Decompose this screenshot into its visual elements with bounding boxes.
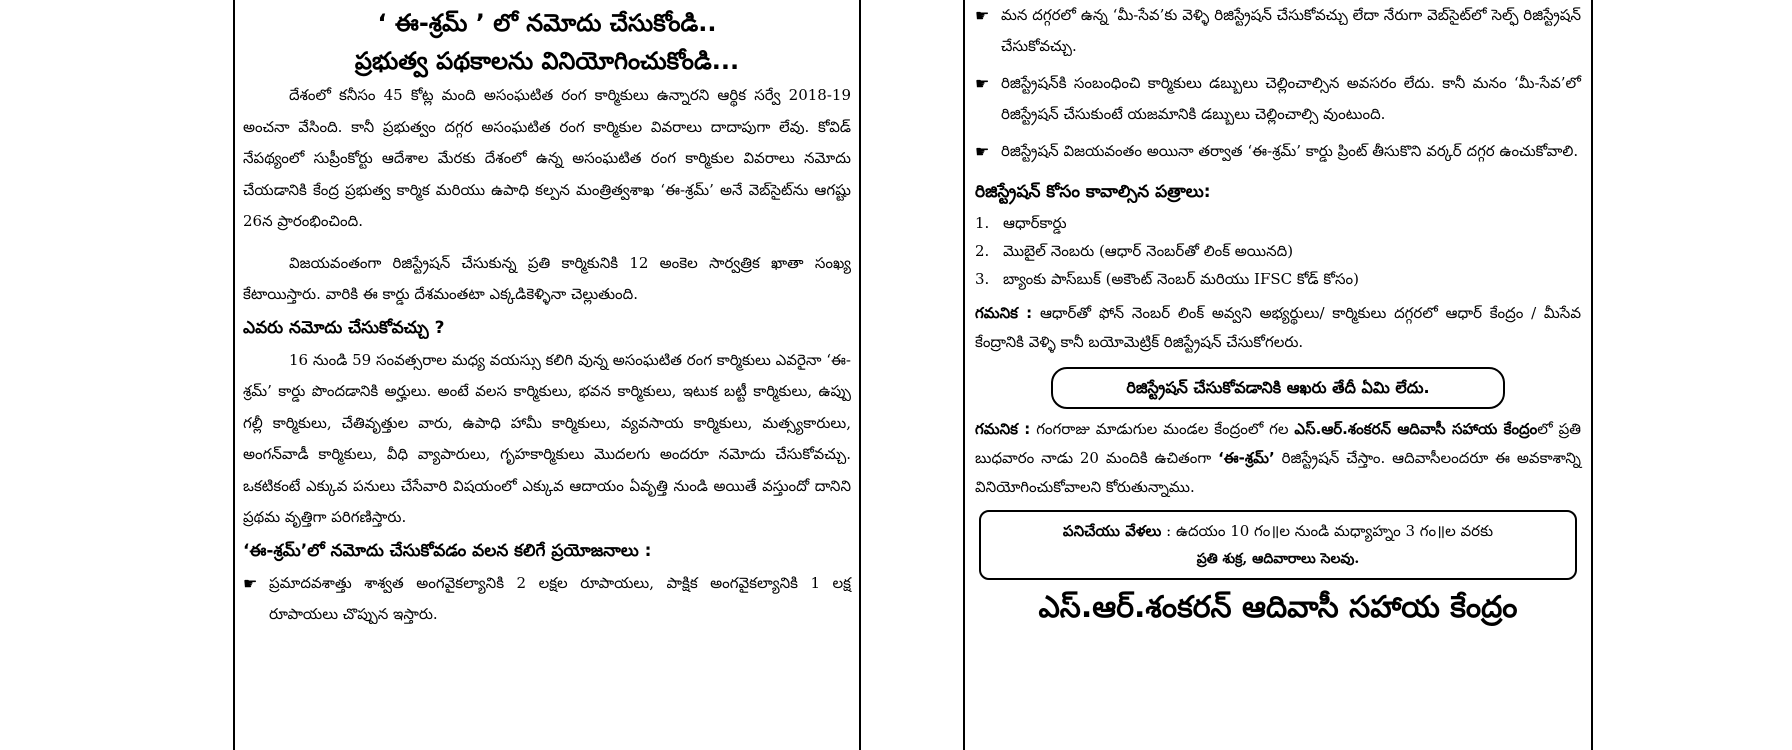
print-card-bullet <box>975 136 1581 167</box>
documents-heading: రిజిస్ట్రేషన్ కోసం కావాల్సిన పత్రాలు: <box>975 182 1211 202</box>
working-hours-label: పనిచేయు వేళలు <box>1062 522 1162 540</box>
aadhaar-note <box>975 299 1581 357</box>
aadhaar-note-text: ఆధార్‌తో ఫోన్ నెంబర్ లింక్ అవ్వని అభ్యర్థులు/ కార్మికులు దగ్గరలో ఆధార్ కేంద్రం / మీసేవ కేంద్రానికి వెళ్ళి కానీ బయోమెట్రిక్ రిజిస్ట్రేషన్ చేసుకోగలరు. <box>975 304 1581 351</box>
headline <box>243 0 851 80</box>
holidays-line: ప్రతి శుక్ర, ఆదివారాలు సెలవు. <box>1196 551 1360 567</box>
print-card-bullet-text: రిజిస్ట్రేషన్ విజయవంతం అయినా తర్వాత ‘ఈ-శ్రమ్’ కార్డు ప్రింట్ తీసుకొని వర్కర్ దగ్గర ఉంచుకోవాలి. <box>1001 142 1579 160</box>
list-item: 3. బ్యాంకు పాస్‌బుక్ (అకౌంట్ నెంబర్ మరియు IFSC కోడ్ కోసం) <box>975 270 1359 288</box>
account-number-paragraph: విజయవంతంగా రిజిస్ట్రేషన్ చేసుకున్న ప్రతి కార్మికునికి 12 అంకెల సార్వత్రిక ఖాతా సంఖ్య కేటాయిస్తారు. వారికి ఈ కార్డు దేశమంతటా ఎక్కడికెళ్ళినా చెల్లుతుంది. <box>243 253 851 303</box>
benefit-bullet-text: ప్రమాదవశాత్తు శాశ్వత అంగవైకల్యానికి 2 లక్షల రూపాయలు, పాక్షిక అంగవైకల్యానికి 1 లక్ష రూపాయలు చొప్పున ఇస్తారు. <box>269 573 851 623</box>
list-item: 1. ఆధార్‌కార్డు <box>975 214 1067 232</box>
benefits-heading: ‘ఈ-శ్రమ్’లో నమోదు చేసుకోవడం వలన కలిగే ప్రయోజనాలు : <box>243 540 652 561</box>
eligibility-paragraph: 16 నుండి 59 సంవత్సరాల మధ్య వయస్సు కలిగి వున్న అసంఘటిత రంగ కార్మికులు ఎవరైనా ‘ఈ-శ్రమ్’ కార్డు పొందడానికి అర్హులు. అంటే వలస కార్మికులు, భవన కార్మికులు, ఇటుక బట్టీ కార్మికులు, ఉప్పు గల్లీ కార్మికులు, చేతివృత్తుల వారు, ఉపాధి హామీ కార్మికులు, వ్యవసాయ కార్మికులు, మత్స్యకారులు, అంగన్‌వాడీ కార్మికులు, వీధి వ్యాపారులు, గృహకార్మికులు మొదలగు అందరూ నమోదు చేసుకోవచ్చు. ఒకటికంటే ఎక్కువ పనులు చేసేవారి విషయంలో ఎక్కువ ఆదాయం ఏవృత్తి నుండి అయితే వస్తుందో దానిని ప్రథమ వృత్తిగా పరిగణిస్తారు. <box>243 350 851 526</box>
meeseva-bullet <box>975 0 1581 62</box>
headline-line-1: ‘ ఈ-శ్రమ్ ’ లో నమోదు చేసుకోండి.. <box>377 9 717 37</box>
center-note: గమనిక : గంగరాజు మాడుగుల మండల కేంద్రంలో గల ఎస్.ఆర్.శంకరన్ ఆదివాసీ సహాయ కేంద్రంలో ప్రతి బుధవారం నాడు 20 మందికి ఉచితంగా ‘ఈ-శ్రమ్’ రిజిస్ట్రేషన్ చేస్తాం. ఆదివాసీలందరూ ఈ అవకాశాన్ని వినియోగించుకోవాలని కోరుతున్నాము. <box>975 420 1581 496</box>
eshram-label: ‘ఈ-శ్రమ్’ <box>1218 449 1275 467</box>
pointing-hand-icon: ☛ <box>243 573 258 593</box>
working-hours-text: : ఉదయం 10 గం॥ల నుండి మధ్యాహ్నం 3 గం॥ల వరకు <box>1166 522 1494 540</box>
documents-list <box>975 209 1581 293</box>
right-page <box>963 0 1593 750</box>
center-name: ఎస్.ఆర్.శంకరన్ ఆదివాసీ సహాయ కేంద్రం <box>1294 420 1538 438</box>
benefit-bullet <box>243 568 851 630</box>
note-label: గమనిక : <box>975 420 1031 438</box>
pointing-hand-icon: ☛ <box>975 74 990 93</box>
working-hours-line <box>989 516 1567 546</box>
footer-title: ఎస్.ఆర్.శంకరన్ ఆదివాసీ సహాయ కేంద్రం <box>1038 590 1518 625</box>
pointing-hand-icon: ☛ <box>975 6 990 25</box>
who-can-register-heading: ఎవరు నమోదు చేసుకోవచ్చు ? <box>243 317 445 338</box>
fee-bullet <box>975 68 1581 130</box>
left-page <box>233 0 861 750</box>
note-label: గమనిక : <box>975 304 1033 322</box>
intro-paragraph: దేశంలో కనీసం 45 కోట్ల మంది అసంఘటిత రంగ కార్మికులు ఉన్నారని ఆర్థిక సర్వే 2018-19 అంచనా వేసింది. కానీ ప్రభుత్వం దగ్గర అసంఘటిత రంగ కార్మికుల వివరాలు దాదాపుగా లేవు. కోవిడ్ నేపథ్యంలో సుప్రీంకోర్టు ఆదేశాల మేరకు దేశంలో ఉన్న అసంఘటిత రంగ కార్మికుల వివరాలు నమోదు చేయడానికి కేంద్ర ప్రభుత్వ కార్మిక మరియు ఉపాధి కల్పన మంత్రిత్వశాఖ ‘ఈ-శ్రమ్’ అనే వెబ్‌సైట్‌ను ఆగష్టు 26న ప్రారంభించింది. <box>243 86 851 230</box>
fee-bullet-text: రిజిస్ట్రేషన్‌కి సంబంధించి కార్మికులు డబ్బులు చెల్లించాల్సిన అవసరం లేదు. కానీ మనం ‘మీ-సేవ’లో రిజిస్ట్రేషన్ చేసుకుంటే యజమానికి డబ్బులు చెల్లించాల్సి వుంటుంది. <box>1001 74 1581 123</box>
working-hours-box <box>979 510 1577 580</box>
deadline-pill: రిజిస్ట్రేషన్ చేసుకోవడానికి ఆఖరు తేదీ ఏమి లేదు. <box>1051 367 1505 409</box>
list-item: 2. మొబైల్ నెంబరు (ఆధార్ నెంబర్‌తో లింక్ అయినది) <box>975 242 1294 260</box>
headline-line-2: ప్రభుత్వ పథకాలను వినియోగించుకోండి... <box>354 47 740 75</box>
pointing-hand-icon: ☛ <box>975 142 990 161</box>
meeseva-bullet-text: మన దగ్గరలో ఉన్న ‘మీ-సేవ’కు వెళ్ళి రిజిస్ట్రేషన్ చేసుకోవచ్చు లేదా నేరుగా వెబ్‌సైట్‌లో సెల్ఫ్ రిజిస్ట్రేషన్ చేసుకోవచ్చు. <box>1001 6 1581 55</box>
